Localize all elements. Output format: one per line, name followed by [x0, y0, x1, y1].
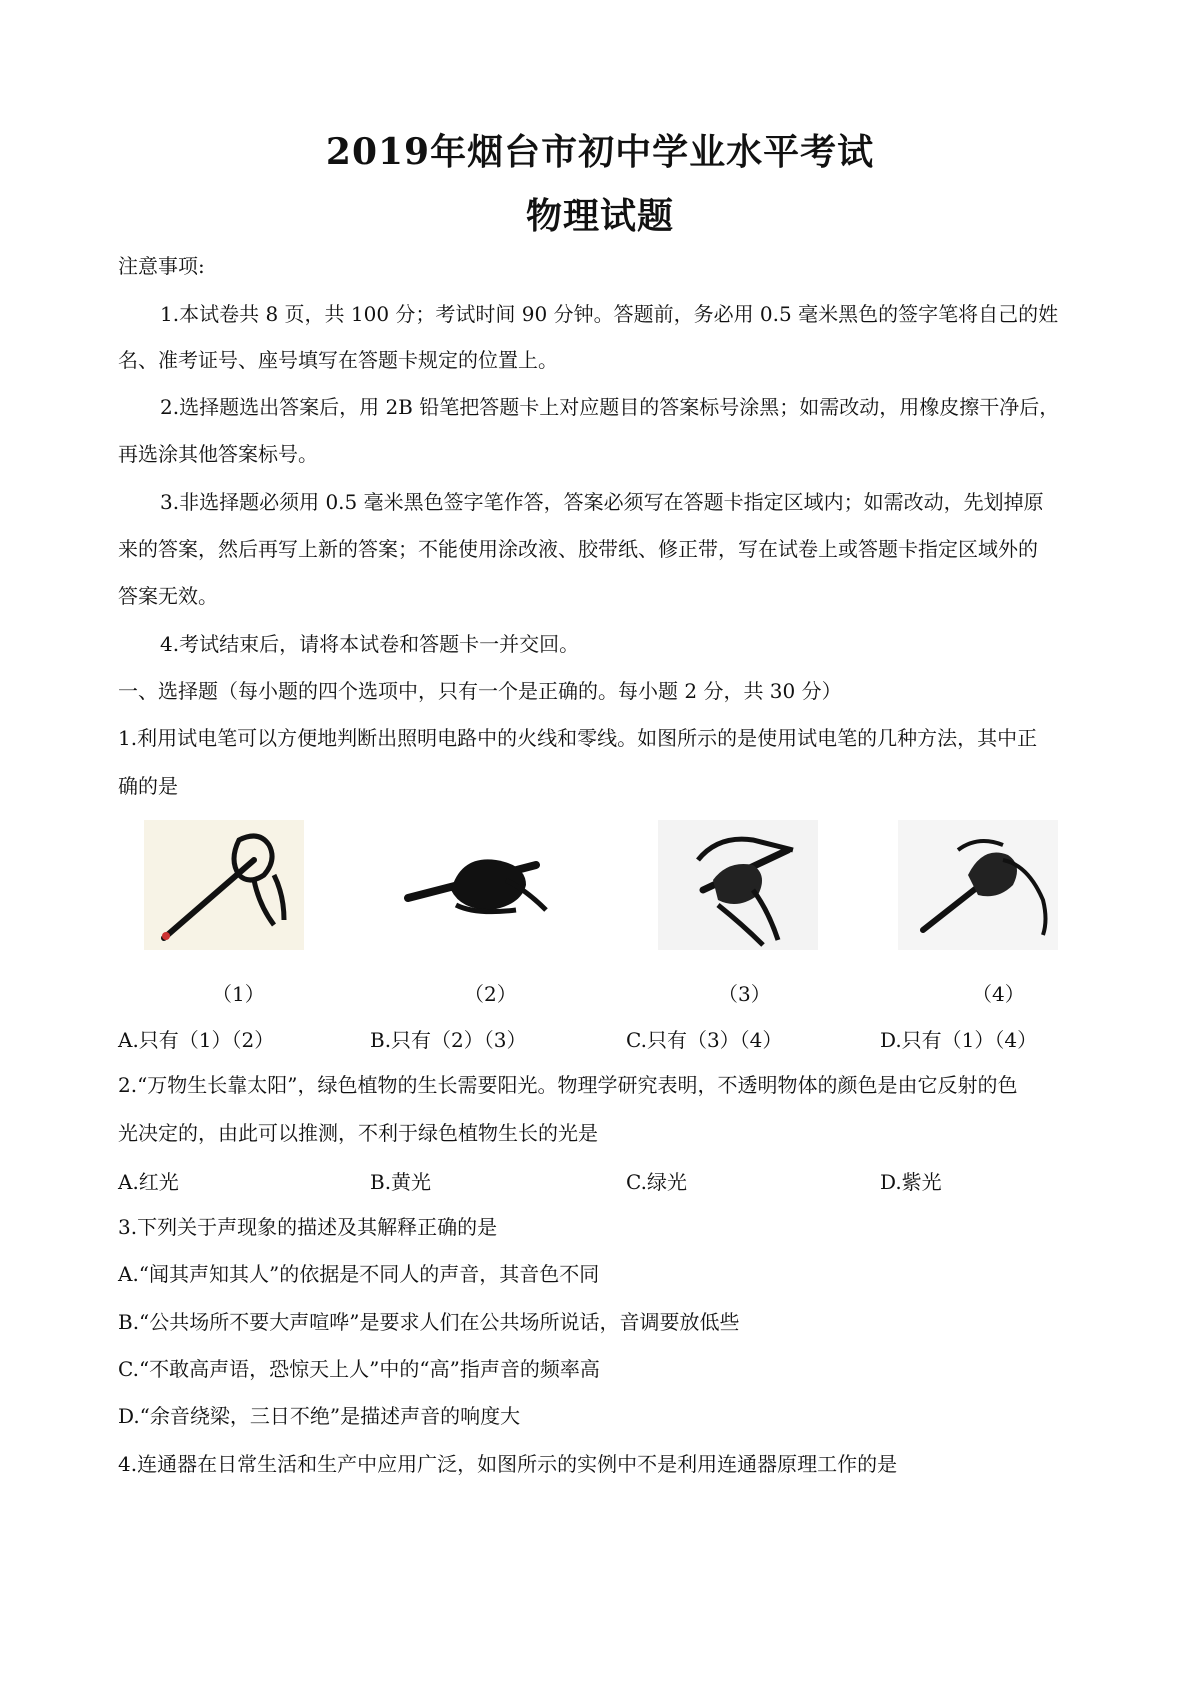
note-1-line-1: 1.本试卷共 8 页，共 100 分；考试时间 90 分钟。答题前，务必用 0.5 毫米黑色的签字笔将自己的姓 [160, 302, 1059, 326]
hand-pen-drawing-1 [144, 820, 304, 950]
exam-title: 2019年烟台市初中学业水平考试 [325, 131, 875, 173]
question-3-stem: 3.下列关于声现象的描述及其解释正确的是 [118, 1215, 498, 1239]
question-1-line-2: 确的是 [118, 774, 178, 798]
hand-pen-drawing-2 [396, 820, 556, 950]
question-1-option-d: D.只有（1）（4） [880, 1028, 1038, 1052]
question-3-option-d: D.“余音绕梁，三日不绝”是描述声音的响度大 [118, 1404, 521, 1428]
note-3-line-2: 来的答案，然后再写上新的答案；不能使用涂改液、胶带纸、修正带，写在试卷上或答题卡指定区域外的 [118, 537, 1038, 561]
note-4: 4.考试结束后，请将本试卷和答题卡一并交回。 [160, 632, 580, 656]
question-2-option-a: A.红光 [118, 1170, 179, 1194]
hand-pen-drawing-4 [898, 820, 1058, 950]
notes-heading: 注意事项: [118, 254, 205, 278]
figure-4-hand-holding-test-pen [898, 820, 1058, 950]
figure-2-caption: （2） [464, 982, 517, 1006]
question-2-option-d: D.紫光 [880, 1170, 942, 1194]
question-2-line-1: 2.“万物生长靠太阳”，绿色植物的生长需要阳光。物理学研究表明，不透明物体的颜色是由它反射的色 [118, 1073, 1018, 1097]
question-2-options [118, 1166, 1078, 1196]
note-3-line-3: 答案无效。 [118, 584, 218, 608]
hand-pen-drawing-3 [658, 820, 818, 950]
figure-3-caption: （3） [718, 982, 771, 1006]
figure-4-caption: （4） [972, 982, 1025, 1006]
question-2-option-b: B.黄光 [370, 1170, 432, 1194]
figure-2-hand-holding-test-pen [396, 820, 556, 950]
note-2-line-1: 2.选择题选出答案后，用 2B 铅笔把答题卡上对应题目的答案标号涂黑；如需改动，用橡皮擦干净后， [160, 395, 1060, 419]
question-1-line-1: 1.利用试电笔可以方便地判断出照明电路中的火线和零线。如图所示的是使用试电笔的几种方法，其中正 [118, 726, 1038, 750]
figure-1-hand-holding-test-pen [144, 820, 304, 950]
note-1-line-2: 名、准考证号、座号填写在答题卡规定的位置上。 [118, 348, 558, 372]
section-1-heading: 一、选择题（每小题的四个选项中，只有一个是正确的。每小题 2 分，共 30 分） [118, 679, 842, 703]
figure-1-caption: （1） [212, 982, 265, 1006]
question-1-option-b: B.只有（2）（3） [370, 1028, 527, 1052]
question-1-options [118, 1024, 1078, 1054]
note-2-line-2: 再选涂其他答案标号。 [118, 442, 318, 466]
note-3-line-1: 3.非选择题必须用 0.5 毫米黑色签字笔作答，答案必须写在答题卡指定区域内；如需改动，先划掉原 [160, 490, 1044, 514]
question-2-line-2: 光决定的，由此可以推测，不利于绿色植物生长的光是 [118, 1121, 598, 1145]
question-2-option-c: C.绿光 [626, 1170, 687, 1194]
figure-captions [118, 978, 1092, 1008]
question-1-option-a: A.只有（1）（2） [118, 1028, 275, 1052]
question-1-option-c: C.只有（3）（4） [626, 1028, 783, 1052]
question-3-option-b: B.“公共场所不要大声喧哗”是要求人们在公共场所说话，音调要放低些 [118, 1310, 740, 1334]
test-pen-figures [118, 820, 1092, 960]
question-3-option-a: A.“闻其声知其人”的依据是不同人的声音，其音色不同 [118, 1262, 600, 1286]
question-3-option-c: C.“不敢高声语，恐惊天上人”中的“高”指声音的频率高 [118, 1357, 600, 1381]
figure-3-hand-holding-test-pen [658, 820, 818, 950]
exam-subtitle: 物理试题 [525, 195, 674, 237]
question-4-stem: 4.连通器在日常生活和生产中应用广泛，如图所示的实例中不是利用连通器原理工作的是 [118, 1452, 898, 1476]
